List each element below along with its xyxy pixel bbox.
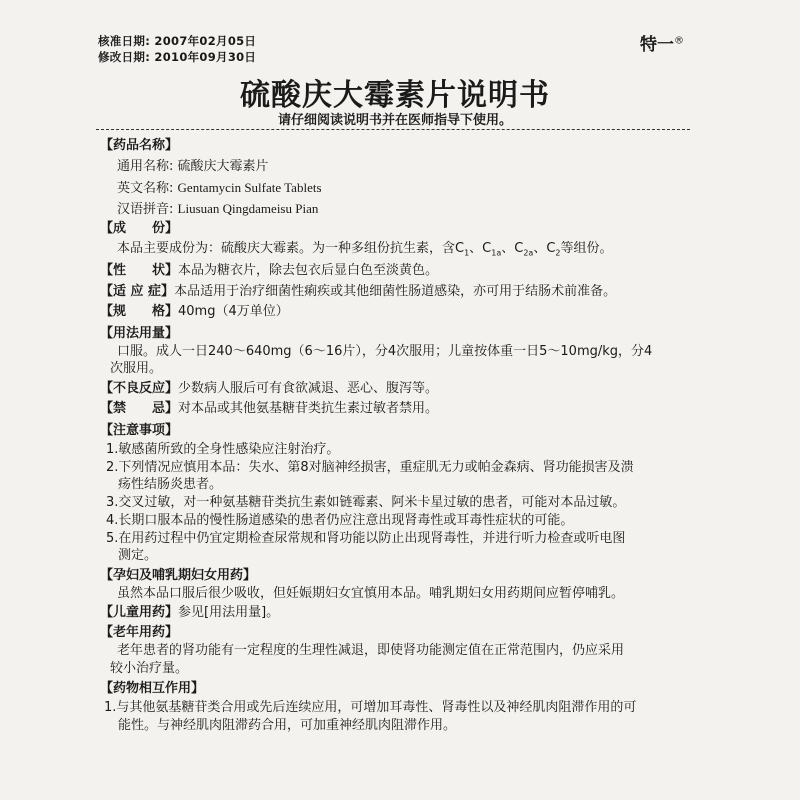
interactions-text-2: 能性。与神经肌肉阻滞药合用，可加重神经肌肉阻滞作用。 bbox=[118, 718, 457, 733]
indications-header: 【适 应 症】 bbox=[100, 284, 175, 299]
dashed-divider bbox=[96, 129, 690, 130]
contraindications-line bbox=[100, 400, 438, 418]
character-text: 本品为糖衣片，除去包衣后显白色至淡黄色。 bbox=[178, 263, 439, 278]
precaution-item: 测定。 bbox=[118, 548, 158, 563]
english-label: 英文名称: bbox=[117, 181, 174, 196]
pregnancy-text: 虽然本品口服后很少吸收，但妊娠期妇女宜慎用本品。哺乳期妇女用药期间应暂停哺乳。 bbox=[117, 586, 625, 601]
revision-label: 修改日期: bbox=[98, 50, 151, 64]
precaution-item: 1.敏感菌所致的全身性感染应注射治疗。 bbox=[106, 442, 340, 457]
adverse-line bbox=[100, 380, 438, 398]
precautions-header: 【注意事项】 bbox=[100, 423, 179, 438]
dosage-text-1: 口服。成人一日240～640mg（6～16片），分4次服用；儿童按体重一日5～10mg/kg，分4 bbox=[117, 344, 653, 359]
english-name: Gentamycin Sulfate Tablets bbox=[177, 180, 322, 195]
english-name-line bbox=[117, 179, 322, 198]
pinyin-name: Liusuan Qingdameisu Pian bbox=[177, 201, 319, 216]
pinyin-name-line bbox=[117, 200, 318, 219]
dosage-text-2: 次服用。 bbox=[110, 361, 163, 376]
indications-line bbox=[100, 283, 616, 301]
precaution-item: 3.交叉过敏，对一种氨基糖苷类抗生素如链霉素、阿米卡星过敏的患者，可能对本品过敏。 bbox=[106, 495, 626, 510]
composition-text: 本品主要成份为：硫酸庆大霉素。为一种多组份抗生素，含$C_1$、$C_{1a}$、$C_{2a}$、$C_2$等组份。 bbox=[117, 241, 613, 258]
document-subtitle: 请仔细阅读说明书并在医师指导下使用。 bbox=[277, 113, 512, 128]
generic-label: 通用名称: bbox=[117, 159, 174, 174]
approval-label: 核准日期: bbox=[98, 34, 151, 48]
adverse-header: 【不良反应】 bbox=[100, 381, 179, 396]
character-line bbox=[100, 262, 438, 280]
adverse-text: 少数病人服后可有食欲减退、恶心、腹泻等。 bbox=[178, 381, 439, 396]
generic-name-line bbox=[117, 158, 269, 176]
geriatric-text-2: 较小治疗量。 bbox=[110, 661, 189, 676]
precaution-item: 5.在用药过程中仍宜定期检查尿常规和肾功能以防止出现肾毒性，并进行听力检查或听电图 bbox=[106, 531, 626, 546]
geriatric-header: 【老年用药】 bbox=[100, 625, 179, 640]
precaution-item: 4.长期口服本品的慢性肠道感染的患者仍应注意出现肾毒性或耳毒性症状的可能。 bbox=[106, 513, 574, 528]
generic-name: 硫酸庆大霉素片 bbox=[177, 159, 269, 174]
approval-date-line bbox=[98, 33, 256, 49]
brand-name: 特一 bbox=[640, 35, 674, 55]
pediatric-line bbox=[100, 604, 279, 622]
indications-text: 本品适用于治疗细菌性痢疾或其他细菌性肠道感染，亦可用于结肠术前准备。 bbox=[174, 284, 617, 299]
pinyin-label: 汉语拼音: bbox=[117, 202, 174, 217]
interactions-header: 【药物相互作用】 bbox=[100, 681, 205, 696]
contraindications-text: 对本品或其他氨基糖苷类抗生素过敏者禁用。 bbox=[178, 401, 439, 416]
dosage-header: 【用法用量】 bbox=[100, 326, 179, 341]
approval-date: 2007年02月05日 bbox=[154, 34, 257, 48]
revision-date: 2010年09月30日 bbox=[154, 50, 257, 64]
document-title: 硫酸庆大霉素片说明书 bbox=[240, 78, 550, 113]
geriatric-text-1: 老年患者的肾功能有一定程度的生理性减退，即使肾功能测定值在正常范围内，仍应采用 bbox=[117, 643, 625, 658]
pediatric-text: 参见[用法用量]。 bbox=[178, 605, 280, 620]
specification-text: 40mg（4万单位） bbox=[178, 304, 289, 319]
pregnancy-header: 【孕妇及哺乳期妇女用药】 bbox=[100, 568, 257, 583]
character-header: 【性 状】 bbox=[100, 263, 179, 278]
contraindications-header: 【禁 忌】 bbox=[100, 401, 179, 416]
revision-date-line bbox=[98, 49, 256, 65]
interactions-text-1: 1.与其他氨基糖苷类合用或先后连续应用，可增加耳毒性、肾毒性以及神经肌肉阻滞作用的可 bbox=[104, 700, 637, 715]
precaution-item: 2.下列情况应慎用本品：失水、第8对脑神经损害，重症肌无力或帕金森病、肾功能损害及溃 bbox=[106, 460, 634, 475]
brand-logo bbox=[640, 30, 684, 55]
pediatric-header: 【儿童用药】 bbox=[100, 605, 179, 620]
precaution-item: 疡性结肠炎患者。 bbox=[118, 477, 223, 492]
registered-mark: ® bbox=[674, 35, 684, 47]
specification-header: 【规 格】 bbox=[100, 304, 179, 319]
specification-line bbox=[100, 303, 289, 321]
composition-header: 【成 份】 bbox=[100, 221, 179, 236]
drug-name-header: 【药品名称】 bbox=[100, 138, 179, 153]
